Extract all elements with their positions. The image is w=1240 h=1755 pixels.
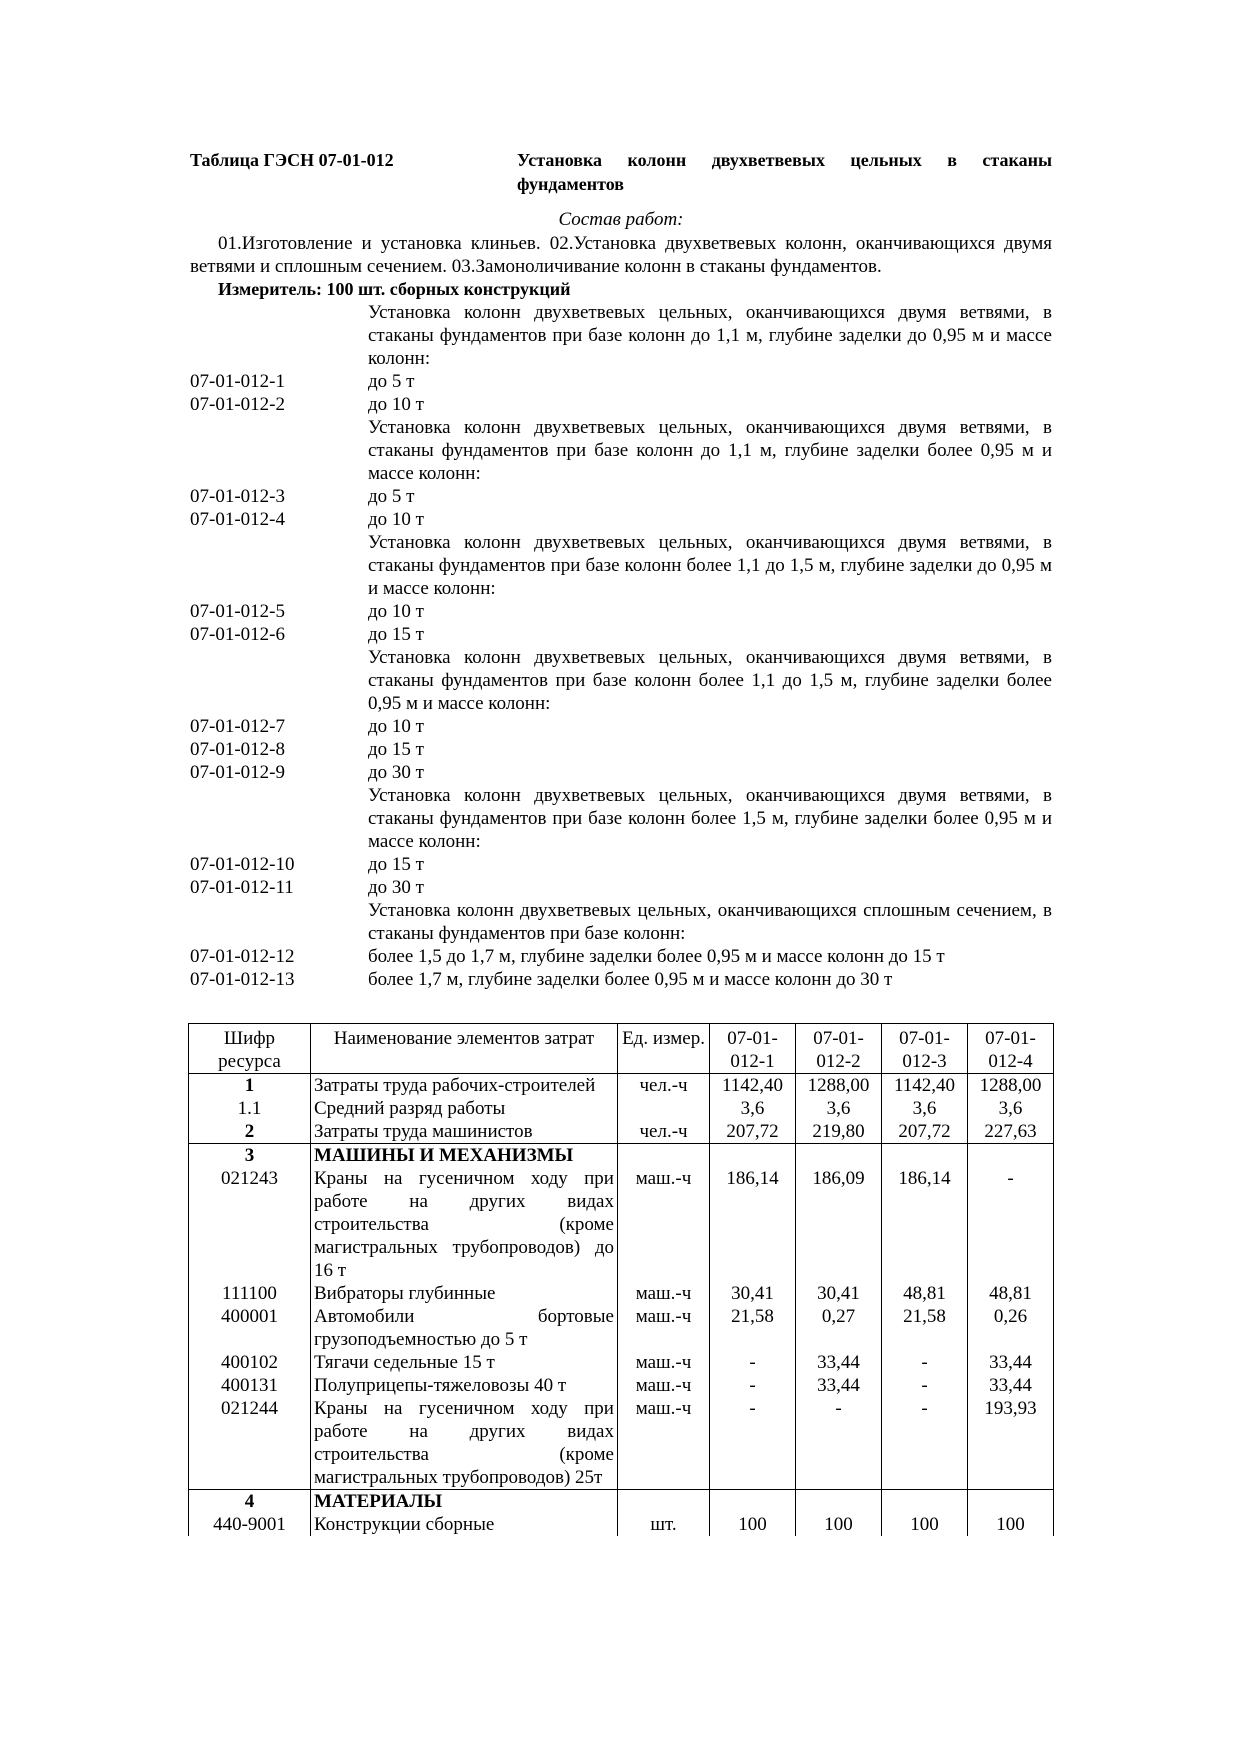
table-row [189, 1490, 1054, 1514]
resource-code: 400001 [189, 1305, 311, 1351]
resource-code: 400131 [189, 1374, 311, 1397]
table-header-row [189, 1024, 1054, 1074]
resource-unit [617, 1097, 709, 1120]
spec-text: до 10 т [368, 716, 424, 737]
spec-text: более 1,5 до 1,7 м, глубине заделки более 0,95 м и массе колонн до 15 т [368, 946, 945, 967]
resource-unit: шт. [617, 1513, 709, 1536]
spec-code [190, 416, 368, 485]
resource-value: 33,44 [796, 1374, 882, 1397]
resource-value: 227,63 [967, 1120, 1053, 1144]
spec-row [190, 761, 1052, 784]
table-row [189, 1513, 1054, 1536]
resource-code: 021243 [189, 1167, 311, 1282]
header-cell: 07-01-012-3 [882, 1024, 968, 1074]
resource-code: 1.1 [189, 1097, 311, 1120]
resource-name: Затраты труда машинистов [310, 1120, 617, 1144]
spec-code: 07-01-012-1 [190, 371, 285, 392]
resource-name: МАШИНЫ И МЕХАНИЗМЫ [310, 1144, 617, 1168]
resource-value: 100 [882, 1513, 968, 1536]
resource-code: 4 [189, 1490, 311, 1514]
resource-value: 21,58 [882, 1305, 968, 1351]
resource-value: 33,44 [967, 1351, 1053, 1374]
resource-unit: маш.-ч [617, 1282, 709, 1305]
spec-text: Установка колонн двухветвевых цельных, оканчивающихся двумя ветвями, в стаканы фундаментов при базе колонн более 1,1 до 1,5 м, глубине заделки до 0,95 м и массе колонн: [368, 532, 1052, 599]
resource-value [882, 1144, 968, 1168]
resource-value: 33,44 [796, 1351, 882, 1374]
spec-text: Установка колонн двухветвевых цельных, оканчивающихся двумя ветвями, в стаканы фундаментов при базе колонн более 1,1 до 1,5 м, глубине заделки более 0,95 м и массе колонн: [368, 647, 1052, 714]
spec-row [190, 646, 1052, 715]
resource-value: 186,09 [796, 1167, 882, 1282]
spec-text: до 15 т [368, 854, 424, 875]
header-cell: Шифр ресурса [189, 1024, 311, 1074]
spec-row [190, 853, 1052, 876]
resource-code: 021244 [189, 1397, 311, 1490]
resource-name: Краны на гусеничном ходу при работе на других видах строительства (кроме магистральных трубопроводов) 25т [310, 1397, 617, 1490]
table-title: Установка колонн двухветвевых цельных в стаканы фундаментов [517, 150, 1052, 194]
resource-code: 1 [189, 1074, 311, 1098]
spec-code: 07-01-012-3 [190, 486, 285, 507]
spec-code [190, 899, 368, 945]
resource-value: - [967, 1167, 1053, 1282]
resource-unit: маш.-ч [617, 1397, 709, 1490]
spec-row [190, 715, 1052, 738]
resource-unit: чел.-ч [617, 1120, 709, 1144]
spec-code [190, 531, 368, 600]
resource-value: 100 [967, 1513, 1053, 1536]
spec-row [190, 899, 1052, 945]
spec-row [190, 370, 1052, 393]
table-row [189, 1305, 1054, 1351]
resource-name: Тягачи седельные 15 т [310, 1351, 617, 1374]
resource-value: 100 [796, 1513, 882, 1536]
resource-value: - [882, 1374, 968, 1397]
spec-code [190, 301, 368, 370]
resource-value: 1288,00 [967, 1074, 1053, 1098]
spec-code: 07-01-012-2 [190, 394, 285, 415]
header-cell: 07-01-012-1 [710, 1024, 796, 1074]
resource-value [796, 1490, 882, 1514]
resource-value: 0,27 [796, 1305, 882, 1351]
spec-code: 07-01-012-11 [190, 877, 294, 898]
resource-name: Конструкции сборные [310, 1513, 617, 1536]
resource-name: МАТЕРИАЛЫ [310, 1490, 617, 1514]
resource-unit [617, 1144, 709, 1168]
resource-value: - [882, 1397, 968, 1490]
resource-name: Средний разряд работы [310, 1097, 617, 1120]
resource-value [967, 1490, 1053, 1514]
spec-text: до 10 т [368, 601, 424, 622]
resource-value: 1142,40 [882, 1074, 968, 1098]
spec-text: до 15 т [368, 624, 424, 645]
resource-code: 2 [189, 1120, 311, 1144]
resource-value [882, 1490, 968, 1514]
spec-text: до 5 т [368, 486, 415, 507]
spec-text: Установка колонн двухветвевых цельных, оканчивающихся двумя ветвями, в стаканы фундаментов при базе колонн до 1,1 м, глубине заделки более 0,95 м и массе колонн: [368, 417, 1052, 484]
header-cell: Ед. измер. [617, 1024, 709, 1074]
spec-text: Установка колонн двухветвевых цельных, оканчивающихся двумя ветвями, в стаканы фундаментов при базе колонн до 1,1 м, глубине заделки до 0,95 м и массе колонн: [368, 302, 1052, 369]
spec-code: 07-01-012-10 [190, 854, 295, 875]
resource-value [710, 1490, 796, 1514]
spec-text: до 30 т [368, 762, 424, 783]
header-cell: Наименование элементов затрат [310, 1024, 617, 1074]
resource-code: 440-9001 [189, 1513, 311, 1536]
spec-text: до 5 т [368, 371, 415, 392]
resource-value [710, 1144, 796, 1168]
resource-value: 100 [710, 1513, 796, 1536]
resource-value: - [796, 1397, 882, 1490]
resource-value: 3,6 [882, 1097, 968, 1120]
resource-name: Краны на гусеничном ходу при работе на других видах строительства (кроме магистральных трубопроводов) до 16 т [310, 1167, 617, 1282]
spec-row [190, 393, 1052, 416]
resource-code: 3 [189, 1144, 311, 1168]
resource-value: 33,44 [967, 1374, 1053, 1397]
spec-row [190, 876, 1052, 899]
spec-code: 07-01-012-4 [190, 509, 285, 530]
resource-value: 219,80 [796, 1120, 882, 1144]
resource-value: 1142,40 [710, 1074, 796, 1098]
spec-text: до 10 т [368, 509, 424, 530]
spec-text: до 10 т [368, 394, 424, 415]
table-row [189, 1144, 1054, 1168]
table-row [189, 1074, 1054, 1098]
header-cell: 07-01-012-2 [796, 1024, 882, 1074]
spec-text: Установка колонн двухветвевых цельных, оканчивающихся двумя ветвями, в стаканы фундаментов при базе колонн более 1,5 м, глубине заделки более 0,95 м и массе колонн: [368, 785, 1052, 852]
spec-row [190, 945, 1052, 968]
resource-code: 400102 [189, 1351, 311, 1374]
resource-value: 207,72 [882, 1120, 968, 1144]
spec-row [190, 738, 1052, 761]
meter-line: Измеритель: 100 шт. сборных конструкций [218, 279, 571, 299]
resource-value: 48,81 [882, 1282, 968, 1305]
resource-value: 186,14 [882, 1167, 968, 1282]
resource-value: - [710, 1351, 796, 1374]
resource-unit: маш.-ч [617, 1351, 709, 1374]
table-row [189, 1120, 1054, 1144]
header-cell: 07-01-012-4 [967, 1024, 1053, 1074]
spec-code [190, 646, 368, 715]
spec-code [190, 784, 368, 853]
spec-row [190, 784, 1052, 853]
resource-value: 3,6 [796, 1097, 882, 1120]
resource-value: - [710, 1374, 796, 1397]
spec-code: 07-01-012-8 [190, 739, 285, 760]
resource-value [967, 1144, 1053, 1168]
spec-code: 07-01-012-12 [190, 946, 295, 967]
table-row [189, 1351, 1054, 1374]
spec-row [190, 531, 1052, 600]
spec-row [190, 600, 1052, 623]
resource-value: 3,6 [710, 1097, 796, 1120]
spec-list [190, 301, 1052, 991]
table-row [189, 1374, 1054, 1397]
spec-code: 07-01-012-6 [190, 624, 285, 645]
spec-text: более 1,7 м, глубине заделки более 0,95 м и массе колонн до 30 т [368, 969, 893, 990]
resource-value [796, 1144, 882, 1168]
resource-value: 0,26 [967, 1305, 1053, 1351]
resource-value: 21,58 [710, 1305, 796, 1351]
resource-value: 3,6 [967, 1097, 1053, 1120]
resource-value: 207,72 [710, 1120, 796, 1144]
resource-table [188, 1023, 1054, 1536]
table-row [189, 1167, 1054, 1282]
table-row [189, 1397, 1054, 1490]
table-code: Таблица ГЭСН 07-01-012 [190, 150, 394, 170]
spec-text: до 30 т [368, 877, 424, 898]
spec-row [190, 485, 1052, 508]
resource-code: 111100 [189, 1282, 311, 1305]
resource-unit [617, 1490, 709, 1514]
resource-name: Вибраторы глубинные [310, 1282, 617, 1305]
spec-code: 07-01-012-7 [190, 716, 285, 737]
spec-text: Установка колонн двухветвевых цельных, оканчивающихся сплошным сечением, в стаканы фундаментов при базе колонн: [368, 900, 1052, 944]
composition-title: Состав работ: [558, 209, 684, 230]
spec-text: до 15 т [368, 739, 424, 760]
table-header [190, 148, 1052, 196]
resource-value: - [882, 1351, 968, 1374]
resource-value: 48,81 [967, 1282, 1053, 1305]
composition-text: 01.Изготовление и установка клиньев. 02.Установка двухветвевых колонн, оканчивающихся двумя ветвями и сплошным сечением. 03.Замоноличивание колонн в стаканы фундаментов. [190, 233, 1052, 277]
spec-row [190, 508, 1052, 531]
resource-value: 186,14 [710, 1167, 796, 1282]
table-row [189, 1097, 1054, 1120]
spec-row [190, 623, 1052, 646]
resource-value: 1288,00 [796, 1074, 882, 1098]
resource-name: Полуприцепы-тяжеловозы 40 т [310, 1374, 617, 1397]
spec-code: 07-01-012-13 [190, 969, 295, 990]
resource-value: 193,93 [967, 1397, 1053, 1490]
resource-unit: маш.-ч [617, 1374, 709, 1397]
table-row [189, 1282, 1054, 1305]
resource-value: 30,41 [710, 1282, 796, 1305]
resource-name: Автомобили бортовые грузоподъемностью до 5 т [310, 1305, 617, 1351]
spec-code: 07-01-012-9 [190, 762, 285, 783]
spec-row [190, 301, 1052, 370]
spec-row [190, 416, 1052, 485]
document-page [190, 148, 1052, 991]
resource-unit: маш.-ч [617, 1305, 709, 1351]
resource-unit: чел.-ч [617, 1074, 709, 1098]
spec-row [190, 968, 1052, 991]
spec-code: 07-01-012-5 [190, 601, 285, 622]
resource-value: 30,41 [796, 1282, 882, 1305]
resource-unit: маш.-ч [617, 1167, 709, 1282]
resource-value: - [710, 1397, 796, 1490]
resource-name: Затраты труда рабочих-строителей [310, 1074, 617, 1098]
